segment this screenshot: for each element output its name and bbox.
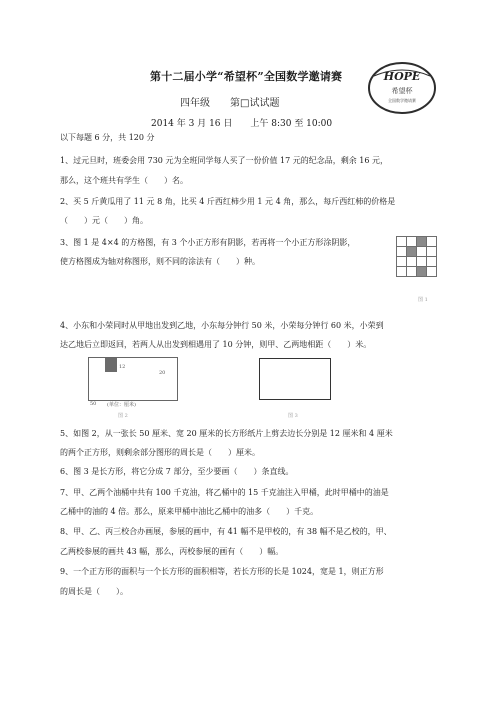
question-9-line-1: 9、一个正方形的面积与一个长方形的面积相等，若长方形的长是 1024，宽是 1，则正方形 xyxy=(60,567,384,576)
figure-2-label-20: 20 xyxy=(159,370,166,376)
question-5-line-1: 5、如图 2，从一张长 50 厘米、宽 20 厘米的长方形纸片上剪去边长分别是 12 厘米和 4 厘米 xyxy=(60,429,393,438)
question-9-line-2: 的周长是（ ）。 xyxy=(60,587,128,596)
figure-2-label-12: 12 xyxy=(119,364,126,370)
exam-grade: 四年级 第□试试题 xyxy=(180,98,280,109)
figure-3-rectangle xyxy=(259,358,331,400)
question-3-line-2: 使方格图成为轴对称图形，则不同的涂法有（ ）种。 xyxy=(60,257,260,266)
question-3-line-1: 3、图 1 是 4×4 的方格图，有 3 个小正方形有阴影，若再将一个小正方形涂阴影， xyxy=(60,238,356,247)
question-7-line-1: 7、甲、乙两个油桶中共有 100 千克油，将乙桶中的 15 千克油注入甲桶，此时甲桶中的油是 xyxy=(60,488,389,497)
question-8-line-2: 乙两校参展的画共 43 幅，那么，丙校参展的画有（ ）幅。 xyxy=(60,547,284,556)
exam-title: 第十二届小学“希望杯”全国数学邀请赛 xyxy=(150,70,343,83)
exam-date: 2014 年 3 月 16 日 上午 8:30 至 10:00 xyxy=(151,119,333,129)
instructions: 以下每题 6 分，共 120 分 xyxy=(60,133,155,142)
figure-2-cutout xyxy=(105,358,117,372)
question-1-line-1: 1、过元旦时，班委会用 730 元为全班同学每人买了一份价值 17 元的纪念品，剩余 16 元， xyxy=(60,156,388,165)
figure-2-label-50: 50 xyxy=(90,401,97,407)
question-5-line-2: 的两个正方形，则剩余部分图形的周长是（ ）厘米。 xyxy=(60,448,260,457)
question-8-line-1: 8、甲、乙、丙三校合办画展，参展的画中，有 41 幅不是甲校的，有 38 幅不是乙校的，甲、 xyxy=(60,527,392,536)
hope-logo-icon xyxy=(368,62,436,114)
question-1-line-2: 那么，这个班共有学生（ ）名。 xyxy=(60,176,188,185)
figure-2-rectangle xyxy=(88,357,178,401)
question-2-line-2: （ ）元（ ）角。 xyxy=(60,216,148,225)
question-4-line-1: 4、小东和小荣同时从甲地出发到乙地，小东每分钟行 50 米，小荣每分钟行 60 米，小荣到 xyxy=(60,321,384,330)
question-4-line-2: 达乙地后立即返回，若两人从出发到相遇用了 10 分钟，则甲、乙两地相距（ ）米。 xyxy=(60,340,372,349)
logo-fine: 全国数学邀请赛 xyxy=(388,98,416,103)
question-2-line-1: 2、买 5 斤黄瓜用了 11 元 8 角，比买 4 斤西红柿少用 1 元 4 角，那么，每斤西红柿的价格是 xyxy=(60,197,396,206)
question-6-line-1: 6、图 3 是长方形，将它分成 7 部分，至少要画（ ）条直线。 xyxy=(60,467,294,476)
logo-sub: 希望杯 xyxy=(391,87,413,95)
figure-2-caption: 图 2 xyxy=(118,413,128,419)
figure-2-unit: (单位：厘米) xyxy=(107,402,136,408)
hope-cup-logo xyxy=(368,62,436,114)
figure-3-caption: 图 3 xyxy=(288,413,298,419)
question-7-line-2: 乙桶中的油的 4 倍。那么，原来甲桶中油比乙桶中的油多（ ）千克。 xyxy=(60,507,319,516)
figure-1-caption: 图 1 xyxy=(418,297,428,303)
logo-text: HOPE xyxy=(383,70,421,83)
